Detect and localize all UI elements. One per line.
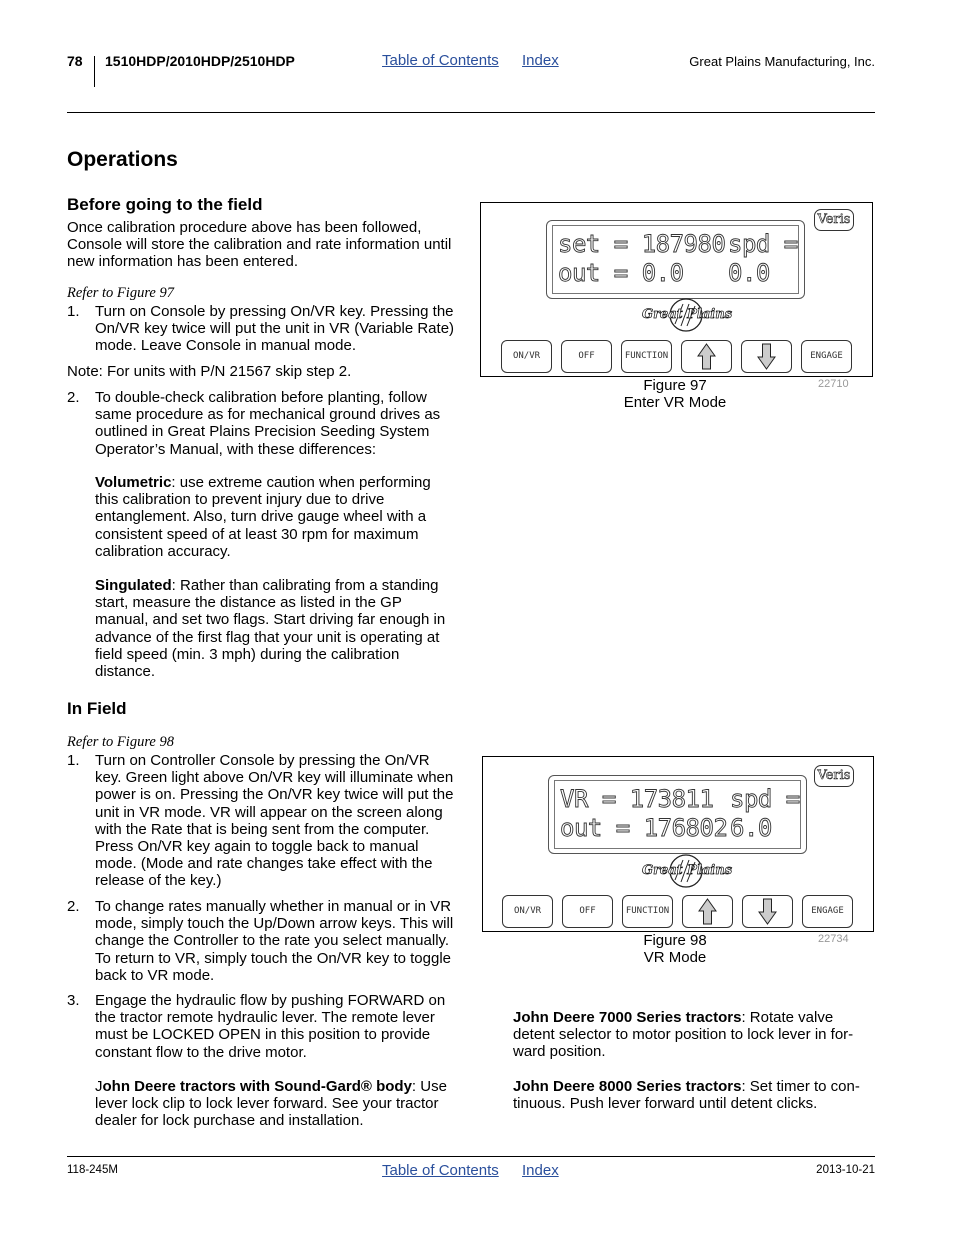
header-rule (67, 112, 875, 113)
in-field-heading: In Field (67, 699, 127, 718)
on-vr-button[interactable]: ON/VR (502, 895, 553, 928)
engage-button[interactable]: ENGAGE (802, 895, 853, 928)
header-divider (94, 56, 95, 87)
section-title: Operations (67, 148, 178, 171)
function-button[interactable]: FUNCTION (622, 895, 673, 928)
lcd-display (554, 780, 801, 849)
up-arrow-icon (682, 341, 731, 372)
model-title: 1510HDP/2010HDP/2510HDP (105, 53, 295, 69)
before-field-step2: To double-check calibration before planting, follow same procedure as for mechanical ground drives as outlined in Great Plains Precision Seeding System Operator’s Manual, with these differences: (95, 389, 441, 458)
doc-number: 118-245M (67, 1164, 118, 1176)
soundgard-term: ohn Deere tractors with Sound-Gard® body (102, 1078, 412, 1095)
figure-98-caption (600, 932, 750, 966)
figure-97-caption (600, 377, 750, 411)
step-number: 1. (67, 752, 80, 769)
up-arrow-icon (683, 896, 732, 927)
figure-97 (480, 202, 873, 377)
singulated-term: Singulated (95, 577, 172, 594)
footer-toc-link[interactable]: Table of Contents (382, 1162, 499, 1179)
footer-index-link[interactable]: Index (522, 1162, 559, 1179)
soundgard-initial: J (95, 1078, 103, 1095)
jd8000-text: : Set timer to con-tinuous. Push lever forward until detent clicks. (513, 1078, 860, 1113)
step-number: 3. (67, 992, 80, 1009)
lcd-line2-right: 6.0 (730, 814, 772, 842)
great-plains-wordmark: Great Plains (641, 307, 733, 322)
jd7000-text: : Rotate valve detent selector to motor position to lock lever in for-ward position. (513, 1009, 854, 1061)
veris-logo: Veris (814, 209, 854, 231)
great-plains-wordmark: Great Plains (641, 863, 733, 878)
in-field-step2: To change rates manually whether in manual or in VR mode, simply touch the Up/Down arrow keys. This will change the Controller to the rate you select manually. To return to VR, simply touch the On/VR key to toggle back to VR mode. (95, 898, 454, 984)
figure-98-title: VR Mode (643, 949, 707, 966)
toc-link[interactable]: Table of Contents (382, 52, 499, 69)
index-link[interactable]: Index (522, 52, 559, 69)
lcd-screen (546, 220, 805, 299)
figure-97-id: 22710 (818, 378, 849, 390)
jd8000-term: John Deere 8000 Series tractors (513, 1078, 742, 1095)
soundgard-paragraph (95, 1078, 457, 1130)
figure-98 (482, 756, 874, 932)
before-field-intro: Once calibration procedure above has been followed, Console will store the calibration and rate information until new information has been entered. (67, 219, 452, 271)
lcd-line1-right: spd = (728, 230, 798, 258)
step-number: 1. (67, 303, 80, 320)
jd8000-paragraph (513, 1078, 875, 1112)
on-vr-button[interactable]: ON/VR (501, 340, 552, 373)
volumetric-text: : use extreme caution when performing this calibration to prevent injury due to drive entanglement. Also, turn drive gauge wheel with a consistent speed of at least 30 rpm for maximum calibration accuracy. (95, 474, 431, 560)
before-field-heading: Before going to the field (67, 195, 263, 214)
page-number: 78 (67, 53, 83, 69)
lcd-line2-right: 0.0 (728, 259, 770, 287)
down-arrow-button[interactable] (742, 895, 793, 928)
lcd-screen (548, 775, 807, 854)
figure-98-number: Figure 98 (643, 932, 707, 949)
footer-rule (67, 1156, 875, 1157)
figure-97-title: Enter VR Mode (623, 394, 727, 411)
volumetric-paragraph (95, 474, 457, 560)
down-arrow-icon (742, 341, 791, 372)
lcd-line1-right: spd = (730, 785, 800, 813)
up-arrow-button[interactable] (681, 340, 732, 373)
lcd-display (552, 225, 799, 294)
jd7000-term: John Deere 7000 Series tractors (513, 1009, 742, 1026)
veris-logo: Veris (814, 765, 854, 787)
down-arrow-icon (743, 896, 792, 927)
step-number: 2. (67, 898, 80, 915)
in-field-step1: Turn on Controller Console by pressing the On/VR key. Green light above On/VR key will illuminate when power is on. Pressing the On/VR key twice will put the unit in VR mode. VR will appear on the screen along with the Rate that is being sent from the computer. Press On/VR key again to toggle back to manual mode. (Mode and rate changes take effect with the release of the key.) (95, 752, 454, 890)
in-field-step3: Engage the hydraulic flow by pushing FORWARD on the tractor remote hydraulic lever. The remote lever must be LOCKED OPEN in this position to provide constant flow to the drive motor. (95, 992, 446, 1061)
singulated-text: : Rather than calibrating from a standing start, measure the distance as listed in the GP manual, and set two flags. Start driving far enough in advance of the first flag that your unit is operating at field speed (min. 3 mph) during the calibration distance. (95, 577, 446, 681)
engage-button[interactable]: ENGAGE (801, 340, 852, 373)
figure-97-number: Figure 97 (643, 377, 707, 394)
lcd-line2-left: out = 176802 (560, 814, 728, 842)
in-field-ref: Refer to Figure 98 (67, 734, 174, 750)
soundgard-text: : Use lever lock clip to lock lever forward. See your tractor dealer for lock purchase and installation. (95, 1078, 447, 1130)
up-arrow-button[interactable] (682, 895, 733, 928)
down-arrow-button[interactable] (741, 340, 792, 373)
figure-98-id: 22734 (818, 933, 849, 945)
company-name: Great Plains Manufacturing, Inc. (689, 54, 875, 69)
jd7000-paragraph (513, 1009, 875, 1061)
doc-date: 2013-10-21 (816, 1164, 875, 1176)
before-field-step1: Turn on Console by pressing On/VR key. Pressing the On/VR key twice will put the unit in VR (Variable Rate) mode. Leave Console in manual mode. (95, 303, 455, 355)
volumetric-term: Volumetric (95, 474, 172, 491)
off-button[interactable]: OFF (561, 340, 612, 373)
off-button[interactable]: OFF (562, 895, 613, 928)
function-button[interactable]: FUNCTION (621, 340, 672, 373)
step-number: 2. (67, 389, 80, 406)
note: Note: For units with P/N 21567 skip step 2. (67, 363, 352, 380)
singulated-paragraph (95, 577, 457, 680)
before-field-ref: Refer to Figure 97 (67, 285, 174, 301)
lcd-line2-left: out = 0.0 (558, 259, 684, 287)
lcd-line1-left: set = 187980 (558, 230, 726, 258)
lcd-line1-left: VR = 173811 (560, 785, 714, 813)
